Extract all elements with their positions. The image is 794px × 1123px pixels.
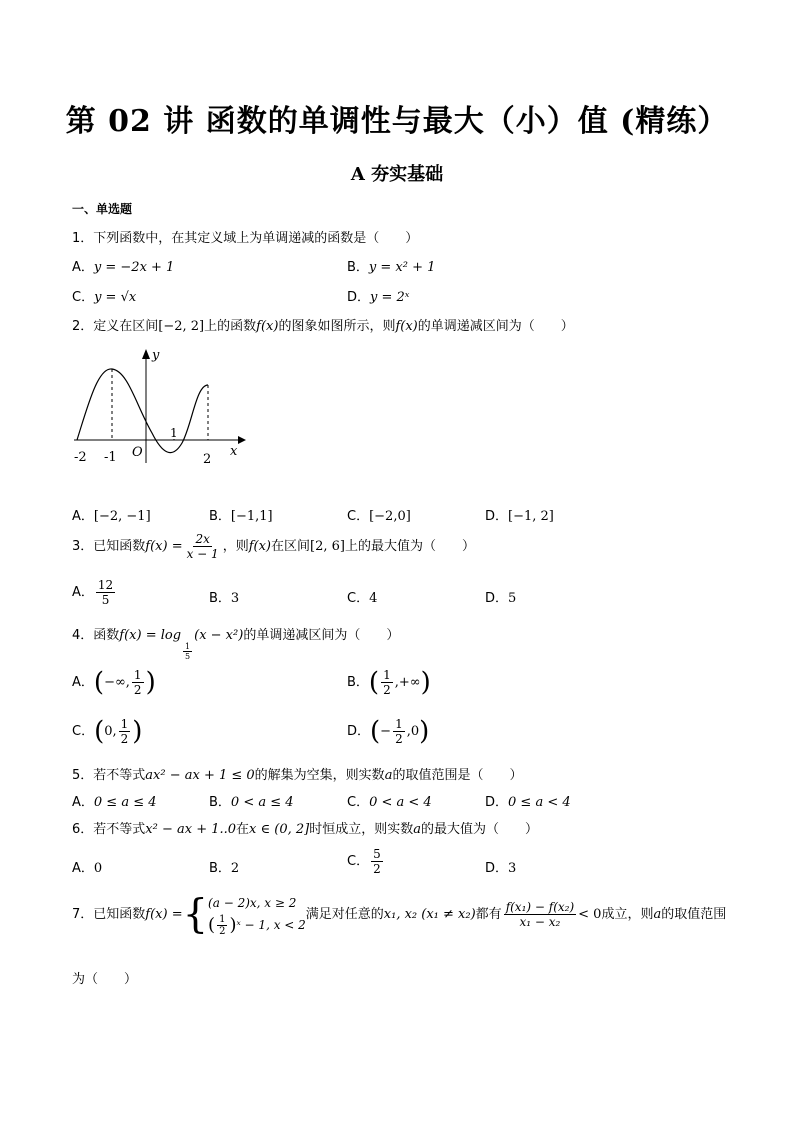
question-5-text — [72, 764, 522, 783]
question-6-option-d — [485, 857, 516, 876]
option-label: A． — [72, 585, 94, 600]
text-segment: ，则 — [222, 539, 249, 554]
option-value: 0 < a < 4 — [369, 795, 432, 810]
question-7-text — [72, 892, 726, 937]
option-label: B． — [209, 509, 231, 524]
fraction — [393, 717, 405, 746]
denominator: x − 1 — [186, 547, 219, 561]
tick-label: -1 — [104, 450, 117, 465]
text-segment: 上的函数 — [204, 319, 257, 334]
question-3-option-b — [209, 587, 239, 606]
text-segment: 3．已知函数 — [72, 539, 146, 554]
denominator: 2 — [120, 732, 129, 746]
fraction — [119, 717, 131, 746]
right-paren: ) — [420, 667, 431, 698]
option-label: B． — [209, 795, 231, 810]
question-4-option-b — [347, 668, 431, 697]
numerator: 5 — [373, 847, 381, 861]
interval: [−2, 2] — [158, 319, 205, 334]
option-label: B． — [347, 675, 369, 690]
piece-1: (a − 2)x, x ≥ 2 — [208, 896, 297, 910]
option-value: ,+∞ — [394, 675, 421, 690]
text-segment: 在 — [236, 822, 250, 837]
origin-label: O — [132, 445, 143, 460]
option-value: −∞, — [104, 675, 130, 690]
log-base — [183, 642, 192, 661]
text-segment: 7．已知函数 — [72, 907, 146, 922]
option-value: 0 < a ≤ 4 — [230, 795, 294, 810]
question-1-text: 1．下列函数中，在其定义域上为单调递减的函数是（ ） — [72, 231, 419, 246]
function-symbol: f(x) = — [145, 539, 183, 554]
question-4-option-a — [72, 668, 156, 697]
numerator: 1 — [185, 642, 191, 651]
question-1-option-c — [72, 286, 136, 305]
question-2-option-c — [347, 505, 411, 524]
numerator: 1 — [133, 668, 142, 682]
question-6-text — [72, 818, 538, 837]
option-value: 4 — [369, 591, 378, 606]
text-segment: 的单调递减区间为（ ） — [243, 628, 400, 643]
option-label: C． — [347, 591, 370, 606]
fraction — [185, 532, 221, 561]
question-5-option-c — [347, 791, 432, 810]
fraction — [96, 578, 115, 607]
option-label: B． — [209, 591, 231, 606]
inequality: ax² − ax + 1 ≤ 0 — [145, 768, 255, 783]
function-graph — [70, 345, 250, 470]
interval: [2, 6] — [310, 539, 345, 554]
option-value: [−2,0] — [369, 509, 411, 524]
option-label: C． — [72, 724, 95, 739]
question-4-option-d — [347, 717, 429, 746]
option-label: D． — [347, 290, 371, 305]
option-value: 5 — [508, 591, 517, 606]
section-heading: 一、单选题 — [72, 202, 133, 216]
question-3-text — [72, 532, 475, 561]
text-segment: 成立，则 — [601, 907, 654, 922]
question-6-option-a — [72, 857, 102, 876]
function-symbol: f(x) — [395, 319, 418, 334]
question-5-option-d — [485, 791, 571, 810]
option-label: D． — [485, 795, 509, 810]
text-segment: 的单调递减区间为（ ） — [417, 319, 574, 334]
left-paren: ( — [370, 716, 381, 747]
left-paren: ( — [368, 667, 380, 698]
question-3-option-c — [347, 587, 377, 606]
question-2-text — [72, 315, 574, 334]
question-4-text — [72, 624, 399, 661]
text-segment: 在区间 — [271, 539, 311, 554]
variable: a — [653, 907, 662, 922]
option-label: D． — [485, 509, 509, 524]
inequality: x² − ax + 1..0 — [145, 822, 237, 837]
question-4-option-c — [72, 717, 142, 746]
denominator: 2 — [373, 862, 381, 876]
option-label: D． — [485, 591, 509, 606]
question-7-text-continued: 为（ ） — [72, 972, 138, 987]
option-value: y = 2ˣ — [370, 290, 410, 305]
option-label: B． — [347, 260, 369, 275]
text-segment: 都有 — [475, 907, 502, 922]
variable: a — [413, 822, 421, 837]
question-2-option-b — [209, 505, 273, 524]
option-value: 3 — [230, 591, 240, 606]
option-value: 0 ≤ a < 4 — [508, 795, 571, 810]
text-segment: 2．定义在区间 — [72, 319, 159, 334]
function-symbol: f(x) = — [145, 907, 183, 922]
x-axis-label: x — [230, 444, 238, 459]
text-segment: 的图象如图所示，则 — [278, 319, 396, 334]
question-5-option-b — [209, 791, 294, 810]
fraction — [217, 914, 227, 937]
fraction — [504, 900, 576, 929]
question-3-option-a — [72, 578, 117, 607]
question-3-option-d — [485, 587, 516, 606]
denominator: 5 — [185, 652, 191, 661]
option-label: D． — [485, 861, 509, 876]
question-2-option-a — [72, 505, 151, 524]
piece-2-rest: ˣ − 1, x < 2 — [236, 918, 306, 932]
option-label: C． — [347, 509, 370, 524]
left-brace: { — [182, 891, 209, 938]
text-segment: 上的最大值为（ ） — [344, 539, 475, 554]
numerator: 1 — [383, 668, 391, 682]
option-value: [−1, 2] — [508, 509, 554, 524]
question-5-option-a — [72, 791, 157, 810]
option-value: 2 — [230, 861, 240, 876]
numerator: 1 — [395, 717, 403, 731]
option-label: D． — [347, 724, 371, 739]
question-1-option-d — [347, 286, 409, 305]
denominator: 5 — [101, 593, 110, 607]
variable: a — [384, 768, 393, 783]
piecewise-cases — [208, 892, 306, 937]
option-value: ,0 — [406, 724, 420, 739]
tick-label: 1 — [170, 426, 178, 440]
left-paren: ( — [93, 667, 105, 698]
option-value: 3 — [508, 861, 517, 876]
option-label: C． — [347, 795, 370, 810]
domain: x ∈ (0, 2] — [249, 822, 310, 837]
fraction — [381, 668, 393, 697]
page-title: 第 02 讲 函数的单调性与最大（小）值 (精练） — [65, 104, 729, 139]
option-label: A． — [72, 675, 94, 690]
option-value: 0, — [104, 724, 117, 739]
fraction — [132, 668, 144, 697]
denominator: 2 — [219, 926, 226, 937]
left-paren: ( — [208, 914, 216, 936]
text-segment: 满足对任意的 — [305, 907, 384, 922]
question-1-option-a — [72, 256, 174, 275]
numerator: 2x — [195, 532, 210, 546]
text-segment: 5．若不等式 — [72, 768, 146, 783]
right-paren: ) — [145, 667, 156, 698]
option-value: − — [380, 724, 392, 739]
numerator: f(x₁) − f(x₂) — [505, 900, 575, 914]
denominator: 2 — [395, 732, 403, 746]
text-segment: 的取值范围 — [661, 907, 727, 922]
right-paren: ) — [419, 716, 430, 747]
text-segment: 的最大值为（ ） — [421, 822, 539, 837]
denominator: 2 — [133, 683, 142, 697]
option-value: y = √x — [94, 290, 137, 305]
numerator: 1 — [219, 914, 226, 925]
function-symbol: f(x) — [256, 319, 279, 334]
section-subtitle: A 夯实基础 — [350, 164, 444, 185]
numerator: 12 — [97, 578, 114, 592]
option-label: A． — [72, 795, 94, 810]
text-segment: 6．若不等式 — [72, 822, 146, 837]
x-axis-arrow — [238, 436, 246, 444]
option-value: [−2, −1] — [93, 509, 151, 524]
option-value: 0 ≤ a ≤ 4 — [93, 795, 157, 810]
fraction — [371, 847, 383, 876]
option-label: B． — [209, 861, 231, 876]
option-label: C． — [72, 290, 95, 305]
variables: x₁, x₂ (x₁ ≠ x₂) — [383, 907, 476, 922]
text-segment: 的取值范围是（ ） — [392, 768, 523, 783]
question-6-option-b — [209, 857, 239, 876]
inequality: < 0 — [578, 907, 602, 922]
left-paren: ( — [94, 716, 105, 747]
function-symbol: f(x) = log — [119, 628, 182, 643]
denominator: 2 — [383, 683, 391, 697]
right-paren: ) — [132, 716, 143, 747]
y-axis-arrow — [142, 349, 150, 359]
text-segment: 的解集为空集，则实数 — [254, 768, 385, 783]
option-label: A． — [72, 260, 94, 275]
question-2-option-d — [485, 505, 554, 524]
tick-label: 2 — [203, 452, 212, 467]
function-symbol: f(x) — [248, 539, 271, 554]
denominator: x₁ − x₂ — [519, 915, 561, 929]
tick-label: -2 — [74, 450, 87, 465]
option-value: [−1,1] — [230, 509, 273, 524]
option-label: C． — [347, 854, 370, 869]
text-segment: 4．函数 — [72, 628, 120, 643]
piece-2 — [208, 914, 306, 937]
text-segment: 时恒成立，则实数 — [309, 822, 414, 837]
question-6-option-c — [347, 847, 385, 876]
option-value: y = x² + 1 — [368, 260, 436, 275]
option-value: y = −2x + 1 — [93, 260, 175, 275]
y-axis-label: y — [152, 348, 160, 363]
right-paren: ) — [229, 914, 237, 936]
numerator: 1 — [120, 717, 129, 731]
option-label: A． — [72, 509, 94, 524]
option-label: A． — [72, 861, 94, 876]
option-value: 0 — [93, 861, 103, 876]
log-argument: (x − x²) — [194, 628, 244, 643]
question-1-option-b — [347, 256, 435, 275]
